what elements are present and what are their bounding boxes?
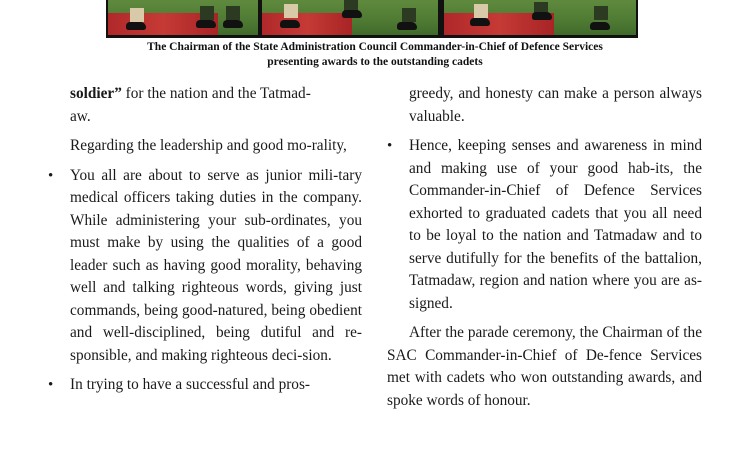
left-p1-line2: aw. [70,107,91,125]
bold-soldier: soldier” [70,85,122,102]
left-p1-rest: for the nation and the Tatmad- [121,85,311,102]
right-paragraph-2: After the parade ceremony, the Chairman of the SAC Commander-in-Chief of De-fence Services met with cadets who won outstanding awards, and spoke words of honour. [387,324,702,409]
bullet-icon: • [48,377,54,393]
photo-caption-line-2: presenting awards to the outstanding cadets [267,56,483,68]
right-column [387,83,702,412]
award-photos [106,0,638,38]
left-bullet-1 [48,165,362,368]
photo-1 [108,0,258,35]
right-bullet-1-text: Hence, keeping senses and awareness in mind and making use of your good hab-its, the Commander-in-Chief of Defence Services exhorted to graduated cadets that you all need to be loyal to the nation and Tatmadaw and to serve dutifully for the benefits of the battalion, Tatmadaw, region and nation where you are as-signed. [409,137,702,312]
left-bullet-1-text: You all are about to serve as junior mili-tary medical officers taking duties in the company. While administering your sub-ordinates, you must make by using the qualities of a good leader such as having good morality, behaving well and talking righteous words, giving just commands, being good-natured, being obedient and well-disciplined, being dutiful and re-sponsible, and making righteous deci-sion. [70,166,362,364]
photo-3 [444,0,636,35]
bullet-icon: • [387,138,393,154]
left-bullet-2-text: In trying to have a successful and pros- [70,376,311,393]
right-bullet-1 [387,135,702,315]
left-paragraph-1 [48,83,362,128]
left-bullet-2 [48,374,362,397]
bullet-icon: • [48,167,54,184]
right-paragraph-1: greedy, and honesty can make a person always valuable. [409,85,702,125]
photo-caption-line-1: The Chairman of the State Administration Council Commander-in-Chief of Defence Services [147,41,603,53]
left-paragraph-2: Regarding the leadership and good mo-rality, [70,137,347,154]
left-column [48,83,362,397]
photo-2 [262,0,438,35]
